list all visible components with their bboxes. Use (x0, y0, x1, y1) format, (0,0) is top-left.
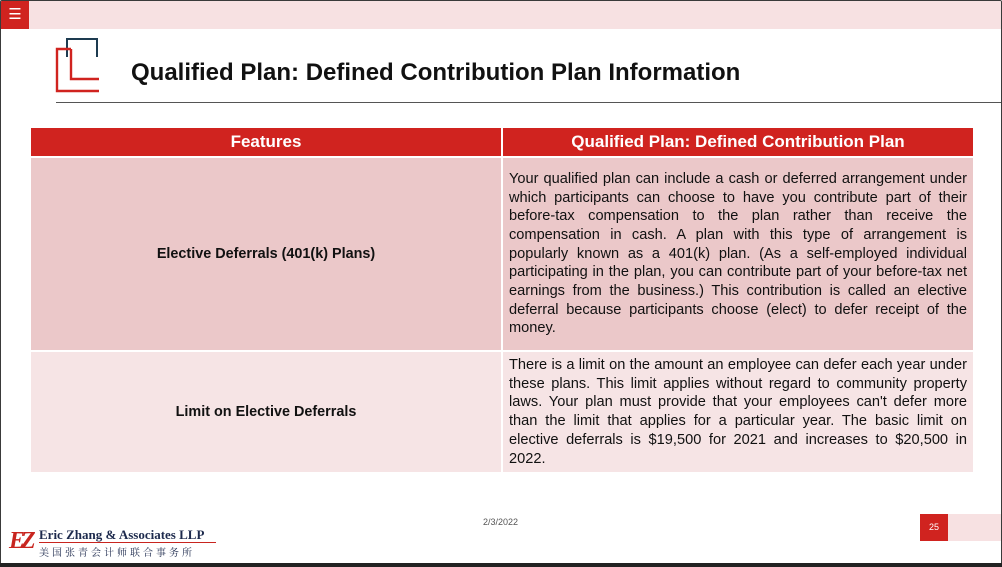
table-row (31, 351, 973, 472)
hamburger-icon: ☰ (8, 6, 22, 23)
page-title: Qualified Plan: Defined Contribution Plan Information (131, 59, 741, 86)
description-cell: There is a limit on the amount an employee can defer each year under these plans. This limit applies without regard to community property laws. Your plan must provide that your employees can't defer more than the limit that applies for a particular year. The basic limit on elective deferrals is $19,500 for 2021 and increases to $20,500 in 2022. (502, 351, 973, 472)
title-divider (56, 102, 1002, 103)
header-plan: Qualified Plan: Defined Contribution Plan (502, 128, 973, 157)
plan-info-table (31, 128, 973, 472)
table-row (31, 157, 973, 351)
page-number: 25 (920, 514, 948, 541)
bottom-edge (0, 563, 1002, 567)
header-features: Features (31, 128, 502, 157)
page-number-strip (948, 514, 1001, 541)
firm-name: Eric Zhang & Associates LLP (39, 527, 205, 542)
description-cell: Your qualified plan can include a cash or deferred arrangement under which participants can choose to have you contribute part of their before-tax compensation to the plan rather than receive the compensation in cash. A plan with this type of arrangement is popularly known as a 401(k) plan. (As a self-employed individual participating in the plan, you can contribute part of your before-tax net earnings from the business.) This contribution is called an elective deferral because participants choose (elect) to defer receipt of the money. (502, 157, 973, 351)
feature-cell: Elective Deferrals (401(k) Plans) (31, 157, 502, 351)
slide-date: 2/3/2022 (483, 517, 519, 527)
table-header-row (31, 128, 973, 157)
bracket-logo-icon (53, 35, 113, 95)
top-strip (29, 1, 1001, 29)
firm-divider (39, 542, 216, 543)
menu-button[interactable] (1, 1, 29, 29)
feature-cell: Limit on Elective Deferrals (31, 351, 502, 472)
firm-name-chinese: 美国张青会计师联合事务所 (39, 548, 195, 559)
firm-mark-logo: EZ (9, 528, 32, 554)
